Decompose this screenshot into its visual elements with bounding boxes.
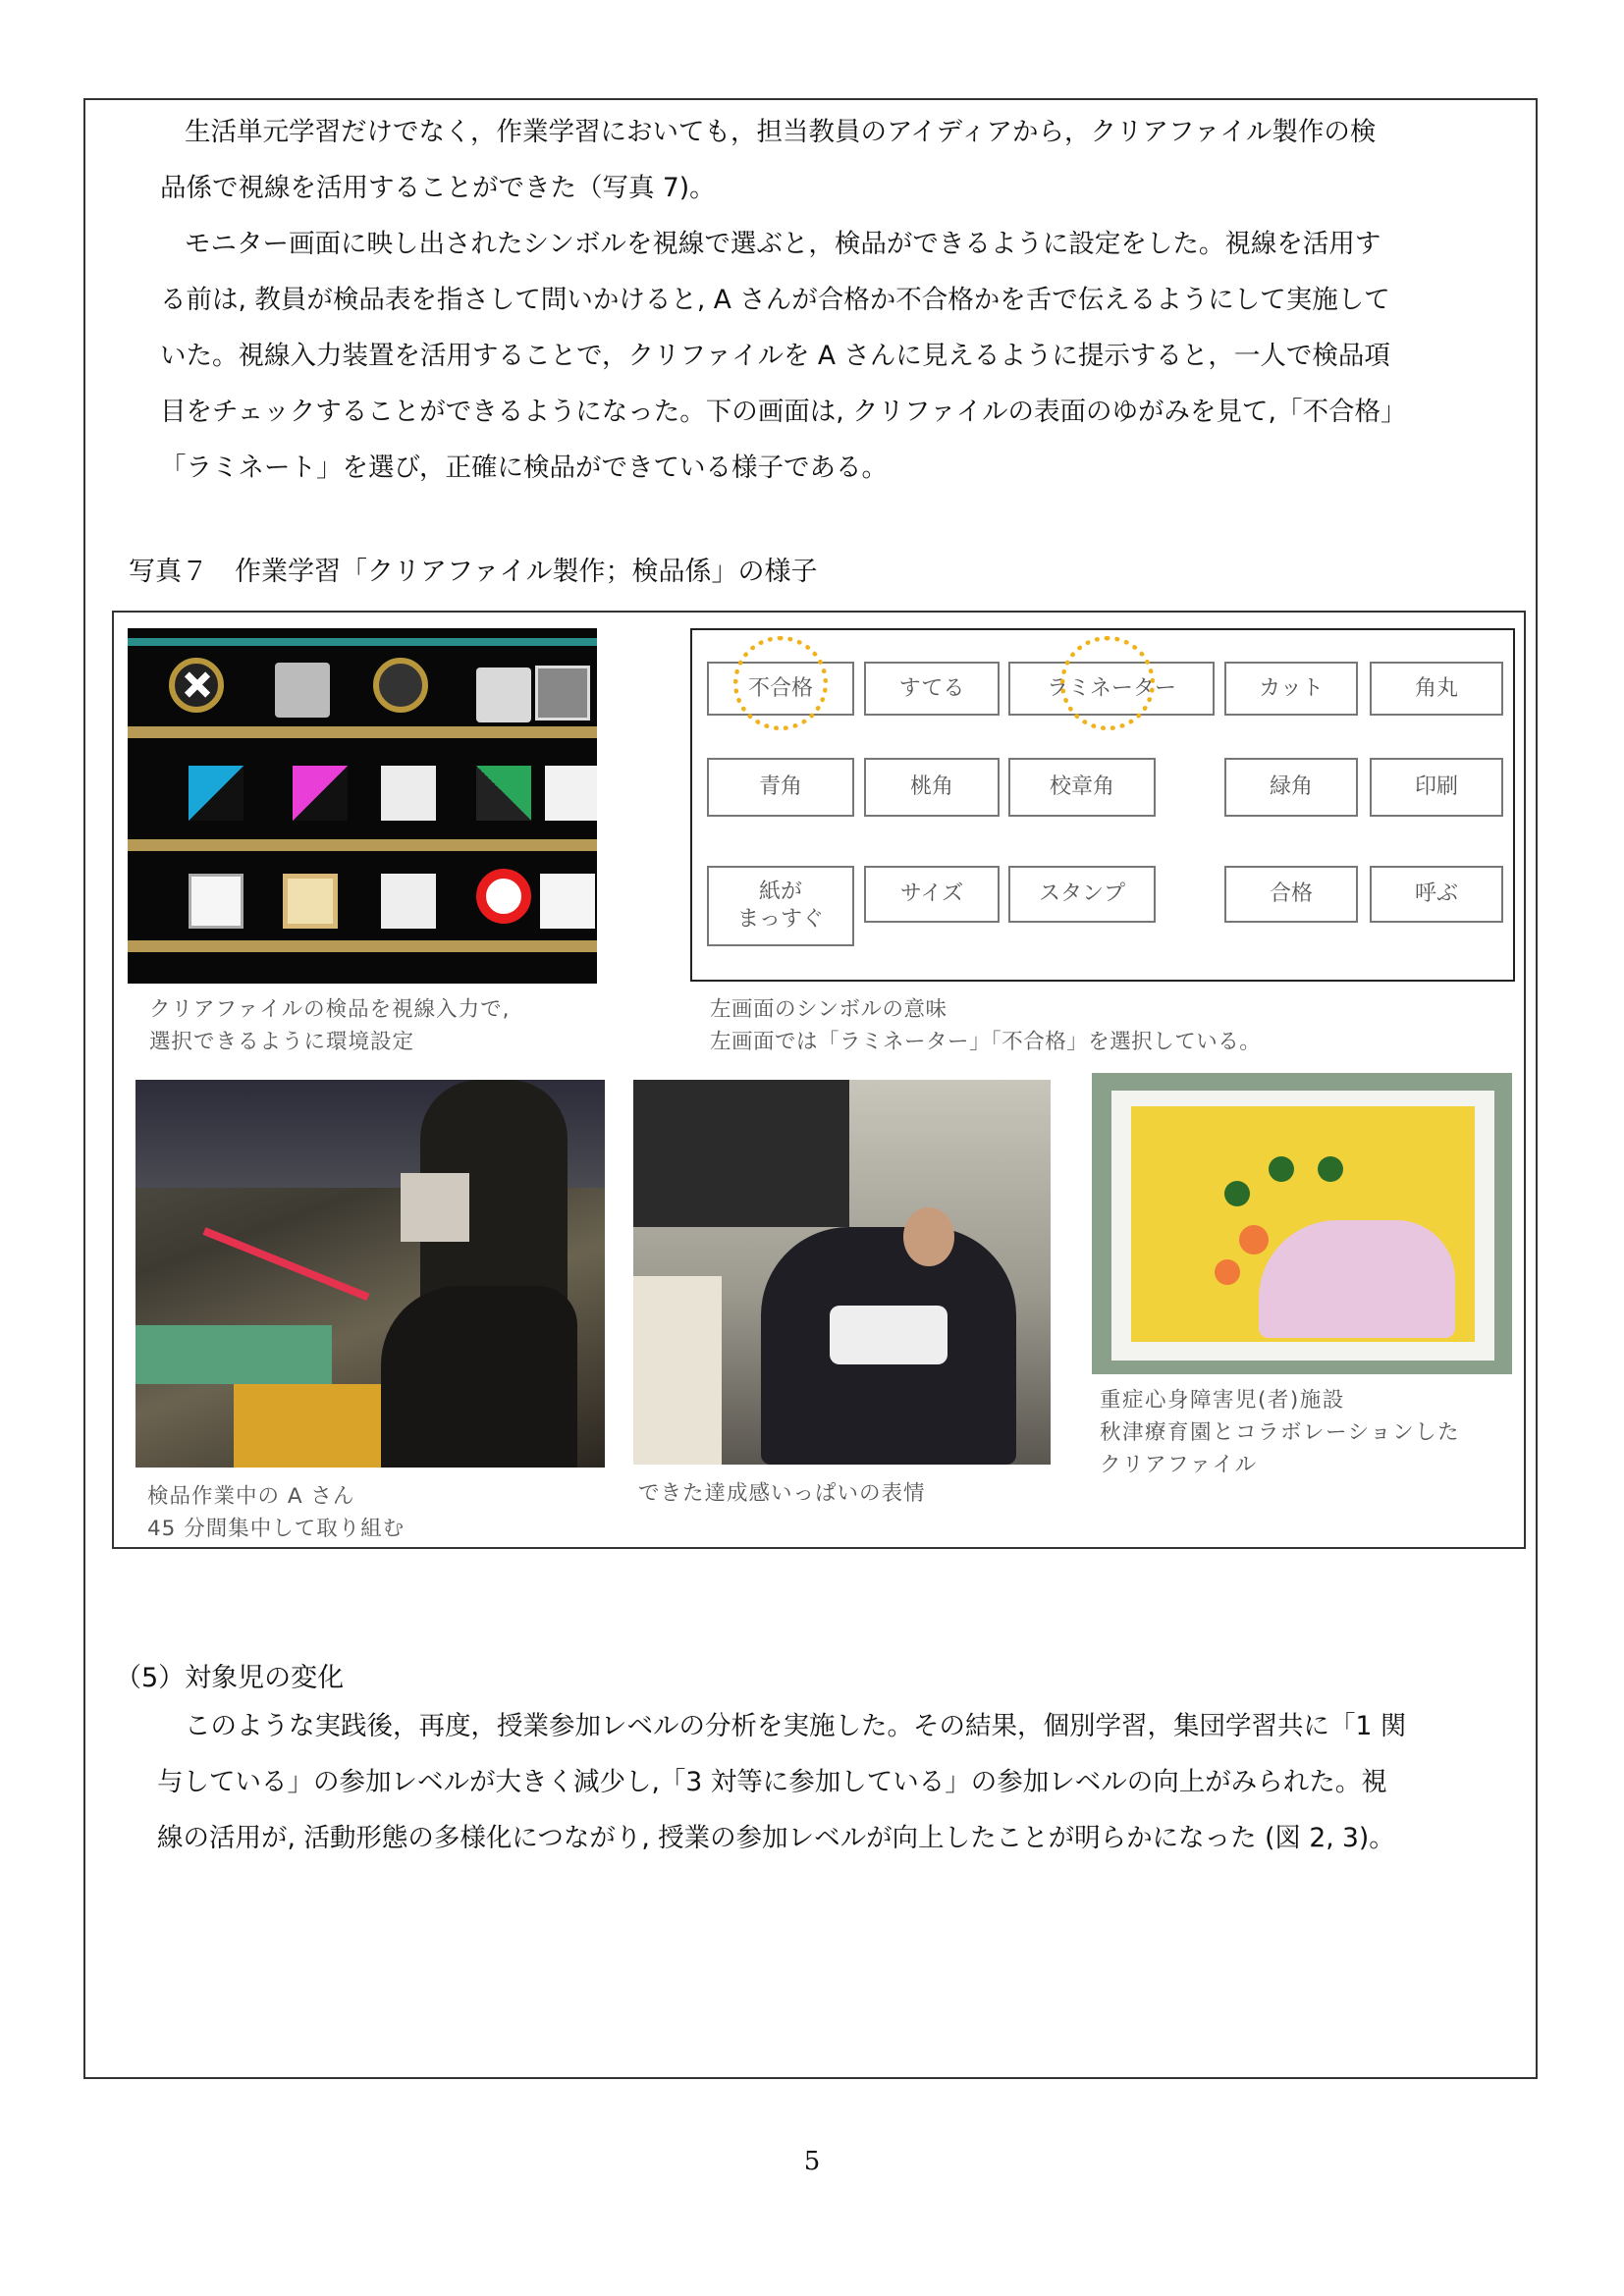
shelf: [128, 839, 597, 851]
clear-file-photo-caption-line-2: 秋津療育園とコラボレーションした: [1100, 1420, 1461, 1445]
green-corner-symbol-icon: [476, 766, 531, 821]
panel-caption: [710, 993, 1261, 1058]
shelf: [128, 940, 597, 952]
size-symbol-icon: [283, 874, 338, 929]
pink-corner-symbol-icon: [293, 766, 348, 821]
screen-top-bar: [128, 638, 597, 646]
corner-round-symbol-icon: [535, 666, 590, 721]
smile-photo-caption: [638, 1477, 926, 1510]
gaze-input-screen: [128, 628, 597, 984]
laminator-symbol-icon: [373, 658, 428, 713]
page-number: 5: [803, 2147, 821, 2176]
section-line-3: 線の活用が, 活動形態の多様化につながり, 授業の参加レベルが向上したことが明らかになった (図 2, 3)。: [157, 1823, 1395, 1853]
trash-symbol-icon: [275, 663, 330, 718]
intro-line-3: モニター画面に映し出されたシンボルを視線で選ぶと，検品ができるように設定をした。視線を活用す: [185, 229, 1381, 259]
symbol-button-pass: 合格: [1224, 866, 1358, 923]
inspection-photo: [135, 1080, 605, 1468]
symbol-button-call: 呼ぶ: [1370, 866, 1503, 923]
intro-line-6: 目をチェックすることができるようになった。下の画面は, クリファイルの表面のゆがみを見て,「不合格」: [160, 397, 1407, 427]
call-symbol-icon: [540, 874, 595, 929]
intro-line-7: 「ラミネート」を選び，正確に検品ができている様子である。: [160, 453, 888, 483]
screen-caption-line-1: クリアファイルの検品を視線入力で,: [149, 997, 511, 1022]
intro-line-2: 品係で視線を活用することができた（写真 7)。: [160, 173, 716, 203]
symbol-button-pink-corner: 桃角: [864, 758, 1000, 817]
smile-photo: [633, 1080, 1051, 1465]
inspection-photo-caption: [147, 1480, 405, 1545]
shelf: [128, 726, 597, 738]
pass-symbol-icon: [476, 869, 531, 924]
section-line-1: このような実践後，再度，授業参加レベルの分析を実施した。その結果，個別学習，集団学習共に「1 関: [185, 1711, 1407, 1741]
intro-line-4: る前は, 教員が検品表を指さして問いかけると, A さんが合格か不合格かを舌で伝えるようにして実施して: [160, 285, 1390, 315]
intro-line-1: 生活単元学習だけでなく，作業学習においても，担当教員のアイディアから，クリアファイル製作の検: [185, 117, 1377, 147]
intro-line-5: いた。視線入力装置を活用することで，クリファイルを A さんに見えるように提示すると，一人で検品項: [160, 341, 1390, 371]
clear-file-photo-caption-line-1: 重症心身障害児(者)施設: [1100, 1388, 1345, 1413]
symbol-button-paper-straight: 紙が まっすぐ: [707, 866, 854, 946]
screen-caption-line-2: 選択できるように環境設定: [149, 1030, 415, 1054]
symbol-button-stamp: スタンプ: [1008, 866, 1156, 923]
print-symbol-icon: [545, 766, 597, 821]
screen-caption: [149, 993, 510, 1058]
crest-corner-symbol-icon: [381, 766, 436, 821]
section-line-2: 与している」の参加レベルが大きく減少し,「3 対等に参加している」の参加レベルの向上がみられた。視: [157, 1767, 1387, 1797]
symbol-button-cut: カット: [1224, 662, 1358, 716]
symbol-meaning-panel: [690, 628, 1515, 982]
reject-symbol-icon: [169, 658, 224, 713]
smile-photo-caption-line-1: できた達成感いっぱいの表情: [638, 1481, 926, 1506]
symbol-button-laminator: ラミネーター: [1008, 662, 1215, 716]
clear-file-photo: [1092, 1073, 1512, 1374]
symbol-button-blue-corner: 青角: [707, 758, 854, 817]
symbol-button-size: サイズ: [864, 866, 1000, 923]
clear-file-photo-caption-line-3: クリアファイル: [1100, 1453, 1258, 1477]
symbol-button-green-corner: 緑角: [1224, 758, 1358, 817]
symbol-button-discard: すてる: [864, 662, 1000, 716]
symbol-button-crest-corner: 校章角: [1008, 758, 1156, 817]
section-heading: （5）対象児の変化: [115, 1663, 345, 1693]
symbol-button-reject: 不合格: [707, 662, 854, 716]
inspection-photo-caption-line-2: 45 分間集中して取り組む: [147, 1517, 406, 1541]
clear-file-photo-caption: [1100, 1384, 1460, 1481]
photo-caption-title: 写真７ 作業学習「クリアファイル製作；検品係」の様子: [129, 557, 818, 587]
inspection-photo-caption-line-1: 検品作業中の A さん: [147, 1484, 355, 1509]
cutter-symbol-icon: [476, 667, 531, 722]
stamp-symbol-icon: [381, 874, 436, 929]
blue-corner-symbol-icon: [189, 766, 244, 821]
paper-straight-symbol-icon: [189, 874, 244, 929]
panel-caption-line-2: 左画面では「ラミネーター」「不合格」を選択している。: [710, 1030, 1262, 1054]
symbol-button-print: 印刷: [1370, 758, 1503, 817]
intro-paragraph: [160, 104, 1525, 496]
symbol-button-round-corner: 角丸: [1370, 662, 1503, 716]
panel-caption-line-1: 左画面のシンボルの意味: [710, 997, 947, 1022]
section-paragraph: [157, 1698, 1522, 1866]
